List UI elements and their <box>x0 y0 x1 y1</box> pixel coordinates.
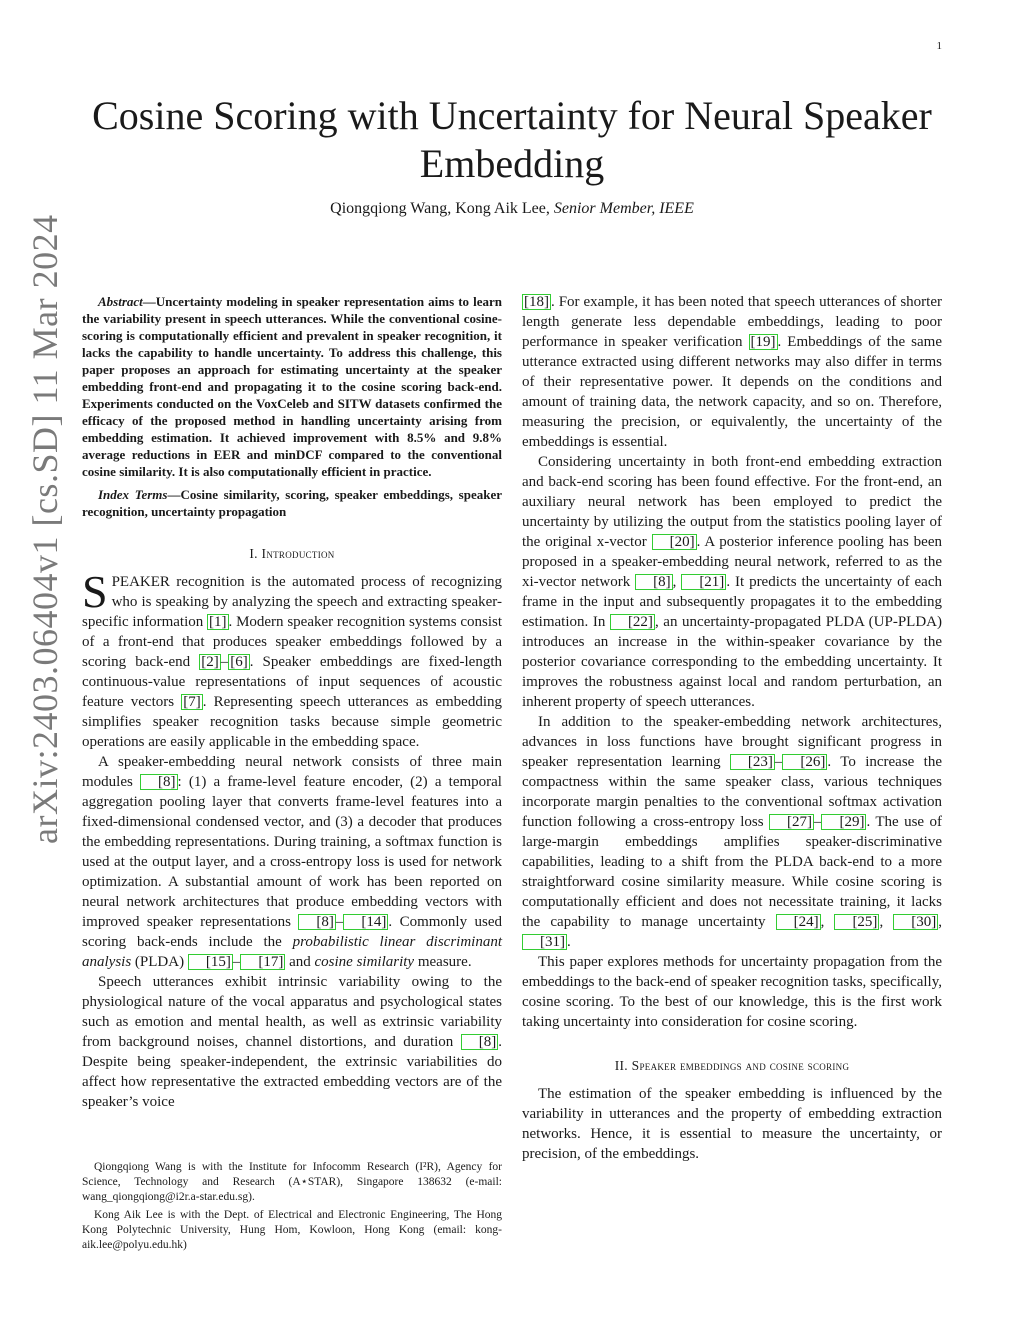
index-terms <box>82 486 502 520</box>
text-run: – <box>335 914 344 930</box>
text-run: PEAKER recognition is the automated process of recognizing who is speaking by analyzing the speech and extracting speaker-specific information <box>82 574 502 630</box>
citation-link[interactable]: [21] <box>681 574 726 590</box>
intro-paragraph-2 <box>82 752 502 972</box>
citation-link[interactable]: [18] <box>524 294 549 310</box>
text-run: . For example, it has been noted that speech utterances of shorter length generate less dependable embeddings, leading to poor performance in speaker verification <box>522 294 942 350</box>
text-run: In addition to the speaker-embedding network architectures, advances in loss functions have brought significant progress in speaker representation learning <box>522 714 942 770</box>
text-run: . Representing speech utterances as embedding simplifies speaker recognition tasks because simple geometric operations are easily applicable in the embedding space. <box>82 694 502 750</box>
author-names: Qiongqiong Wang, Kong Aik Lee, <box>330 200 554 217</box>
citation-link[interactable]: [26] <box>782 754 827 770</box>
text-run: , an uncertainty-propagated PLDA (UP-PLDA) introduces an increase in the within-speaker covariance by the posterior covariance corresponding to the embedding uncertainty. It improves the robustness against local and random perturbation, an inherent property of speech utterances. <box>522 614 942 710</box>
citation-link[interactable]: [19] <box>750 334 776 350</box>
text-run: , <box>672 574 682 590</box>
text-run: Considering uncertainty in both front-end embedding extraction and back-end scoring has been found effective. For the front-end, an auxiliary neural network has been employed to predict the uncertainty by utilizing the output from the statistics pooling layer of the original x-vector <box>522 454 942 550</box>
text-run: Speech utterances exhibit intrinsic variability owing to the physiological nature of the vocal apparatus and psychological states such as emotion and mental health, as well as extrinsic variability from background noises, channel distortions, and duration <box>82 974 502 1050</box>
section-heading-introduction: I. Introduction <box>249 546 335 561</box>
intro-paragraph-3-continued <box>522 292 942 452</box>
abstract-label: Abstract <box>98 294 143 309</box>
text-run: . To increase the compactness within the same speaker class, various techniques incorporate margin penalties to the conventional softmax activation function following a cross-entropy loss <box>522 754 942 830</box>
section-heading-speaker-embeddings: II. Speaker embeddings and cosine scoring <box>614 1058 850 1073</box>
text-run: , <box>820 914 835 930</box>
citation-link[interactable]: [8] <box>298 914 336 930</box>
abstract <box>82 293 502 480</box>
text-run: : (1) a frame-level feature encoder, (2) a temporal aggregation pooling layer that converts frame-level features into a fixed-dimensional condensed vector, and (3) a decoder that produces the embedding representations. During training, a softmax function is used at the output layer, and a cross-entropy loss is used for network optimization. A substantial amount of work has been reported on neural network architectures that produce embedding vectors with improved speaker representations <box>82 774 502 930</box>
text-run: cosine similarity <box>314 954 415 970</box>
dropcap: S <box>82 566 108 617</box>
intro-paragraph-1 <box>82 566 502 752</box>
citation-link[interactable]: [20] <box>652 534 697 550</box>
footnotes <box>82 1160 502 1253</box>
citation-link[interactable]: [1] <box>209 614 227 630</box>
text-run: . The use of large-margin embeddings amplifies speaker-discriminative capabilities, leading to a shift from the PLDA back-end to a more straightforward cosine similarity measure. While cosine scoring is computationally efficient and does not necessitate training, it lacks the capability to manage uncertainty <box>522 814 942 930</box>
text-run: – <box>774 754 783 770</box>
text-run: , <box>938 914 943 930</box>
text-run: – <box>220 654 229 670</box>
text-run: probabilistic linear discriminant analysis <box>82 934 502 970</box>
citation-link[interactable]: [22] <box>610 614 655 630</box>
author-role: Senior Member, IEEE <box>553 200 694 217</box>
text-run: measure. <box>414 954 472 970</box>
intro-paragraph-4 <box>522 452 942 712</box>
text-run: , <box>879 914 894 930</box>
citation-link[interactable]: [31] <box>522 934 567 950</box>
right-column <box>522 292 942 1164</box>
citation-link[interactable]: [29] <box>821 814 866 830</box>
citation-link[interactable]: [24] <box>776 914 821 930</box>
page-number: 1 <box>936 40 942 52</box>
index-terms-text: —Cosine similarity, scoring, speaker embeddings, speaker recognition, uncertainty propagation <box>82 487 502 519</box>
citation-link[interactable]: [17] <box>240 954 285 970</box>
intro-paragraph-6: This paper explores methods for uncertainty propagation from the embeddings to the back-end of speaker recognition tasks, specifically, cosine scoring. To the best of our knowledge, this is the first work taking uncertainty into consideration for cosine scoring. <box>522 954 942 1030</box>
text-run: (PLDA) <box>131 954 188 970</box>
footnote-author-2: Kong Aik Lee is with the Dept. of Electrical and Electronic Engineering, The Hong Kong Polytechnic University, Hung Hom, Kowloon, Hong Kong (email: kong-aik.lee@polyu.edu.hk) <box>82 1209 502 1251</box>
citation-link[interactable]: [8] <box>461 1034 499 1050</box>
arxiv-stamp: arXiv:2403.06404v1 [cs.SD] 11 Mar 2024 <box>25 214 65 844</box>
citation-link[interactable]: [8] <box>140 774 178 790</box>
citation-link[interactable]: [7] <box>183 694 201 710</box>
section2-paragraph-1: The estimation of the speaker embedding is influenced by the variability in utterances and the property of embedding extraction networks. Hence, it is essential to measure the uncertainty, or precision, of the embeddings. <box>522 1086 942 1162</box>
text-run: . <box>567 934 571 950</box>
index-terms-label: Index Terms <box>98 487 168 502</box>
paper-title: Cosine Scoring with Uncertainty for Neural Speaker Embedding <box>92 93 932 186</box>
intro-paragraph-3 <box>82 972 502 1112</box>
citation-link[interactable]: [27] <box>769 814 814 830</box>
text-run: . A posterior inference pooling has been proposed in a speaker-embedding neural network, referred to as the xi-vector network <box>522 534 942 590</box>
citation-link[interactable]: [23] <box>730 754 775 770</box>
left-column <box>82 293 502 1112</box>
text-run: – <box>813 814 822 830</box>
text-run: . It predicts the uncertainty of each frame in the input and subsequently propagates it to the embedding estimation. In <box>522 574 942 630</box>
citation-link[interactable]: [6] <box>230 654 248 670</box>
text-run: and <box>285 954 315 970</box>
text-run: . Commonly used scoring back-ends include the <box>82 914 502 950</box>
citation-link[interactable]: [15] <box>188 954 233 970</box>
author-line <box>70 200 954 218</box>
citation-link[interactable]: [30] <box>893 914 938 930</box>
citation-link[interactable]: [14] <box>343 914 388 930</box>
abstract-text: —Uncertainty modeling in speaker representation aims to learn the variability present in speech utterances. While the conventional cosine-scoring is computationally efficient and prevalent in speaker recognition, it lacks the capability to handle uncertainty. To address this challenge, this paper proposes an approach for estimating uncertainty at the speaker embedding front-end and propagating it to the cosine scoring back-end. Experiments conducted on the VoxCeleb and SITW datasets confirmed the efficacy of the proposed method in handling uncertainty arising from embedding estimation. It achieved improvement with 8.5% and 9.8% average reductions in EER and minDCF compared to the conventional cosine similarity. It is also computationally efficient in practice. <box>82 294 502 479</box>
intro-paragraph-5 <box>522 712 942 952</box>
text-run: . Modern speaker recognition systems consist of a front-end that produces speaker embeddings followed by a scoring back-end <box>82 614 502 670</box>
text-run: – <box>232 954 241 970</box>
text-run: . Embeddings of the same utterance extracted using different networks may also differ in terms of their representative power. It depends on the conditions and amount of training data, the network capacity, and so on. Therefore, measuring the precision, or equivalently, the uncertainty of the embeddings is essential. <box>522 334 942 450</box>
text-run: A speaker-embedding neural network consists of three main modules <box>82 754 502 790</box>
citation-link[interactable]: [25] <box>834 914 879 930</box>
citation-link[interactable]: [8] <box>635 574 673 590</box>
text-run: . Despite being speaker-independent, the extrinsic variabilities do affect how representative the extracted embedding vectors are of the speaker’s voice <box>82 1034 502 1110</box>
text-run: . Speaker embeddings are fixed-length continuous-value representations of input sequences of acoustic feature vectors <box>82 654 502 710</box>
citation-link[interactable]: [2] <box>201 654 219 670</box>
footnote-author-1: Qiongqiong Wang is with the Institute for Infocomm Research (I²R), Agency for Science, Technology and Research (A⋆STAR), Singapore 138632 (e-mail: wang_qiongqiong@i2r.a-star.edu.sg). <box>82 1161 502 1203</box>
